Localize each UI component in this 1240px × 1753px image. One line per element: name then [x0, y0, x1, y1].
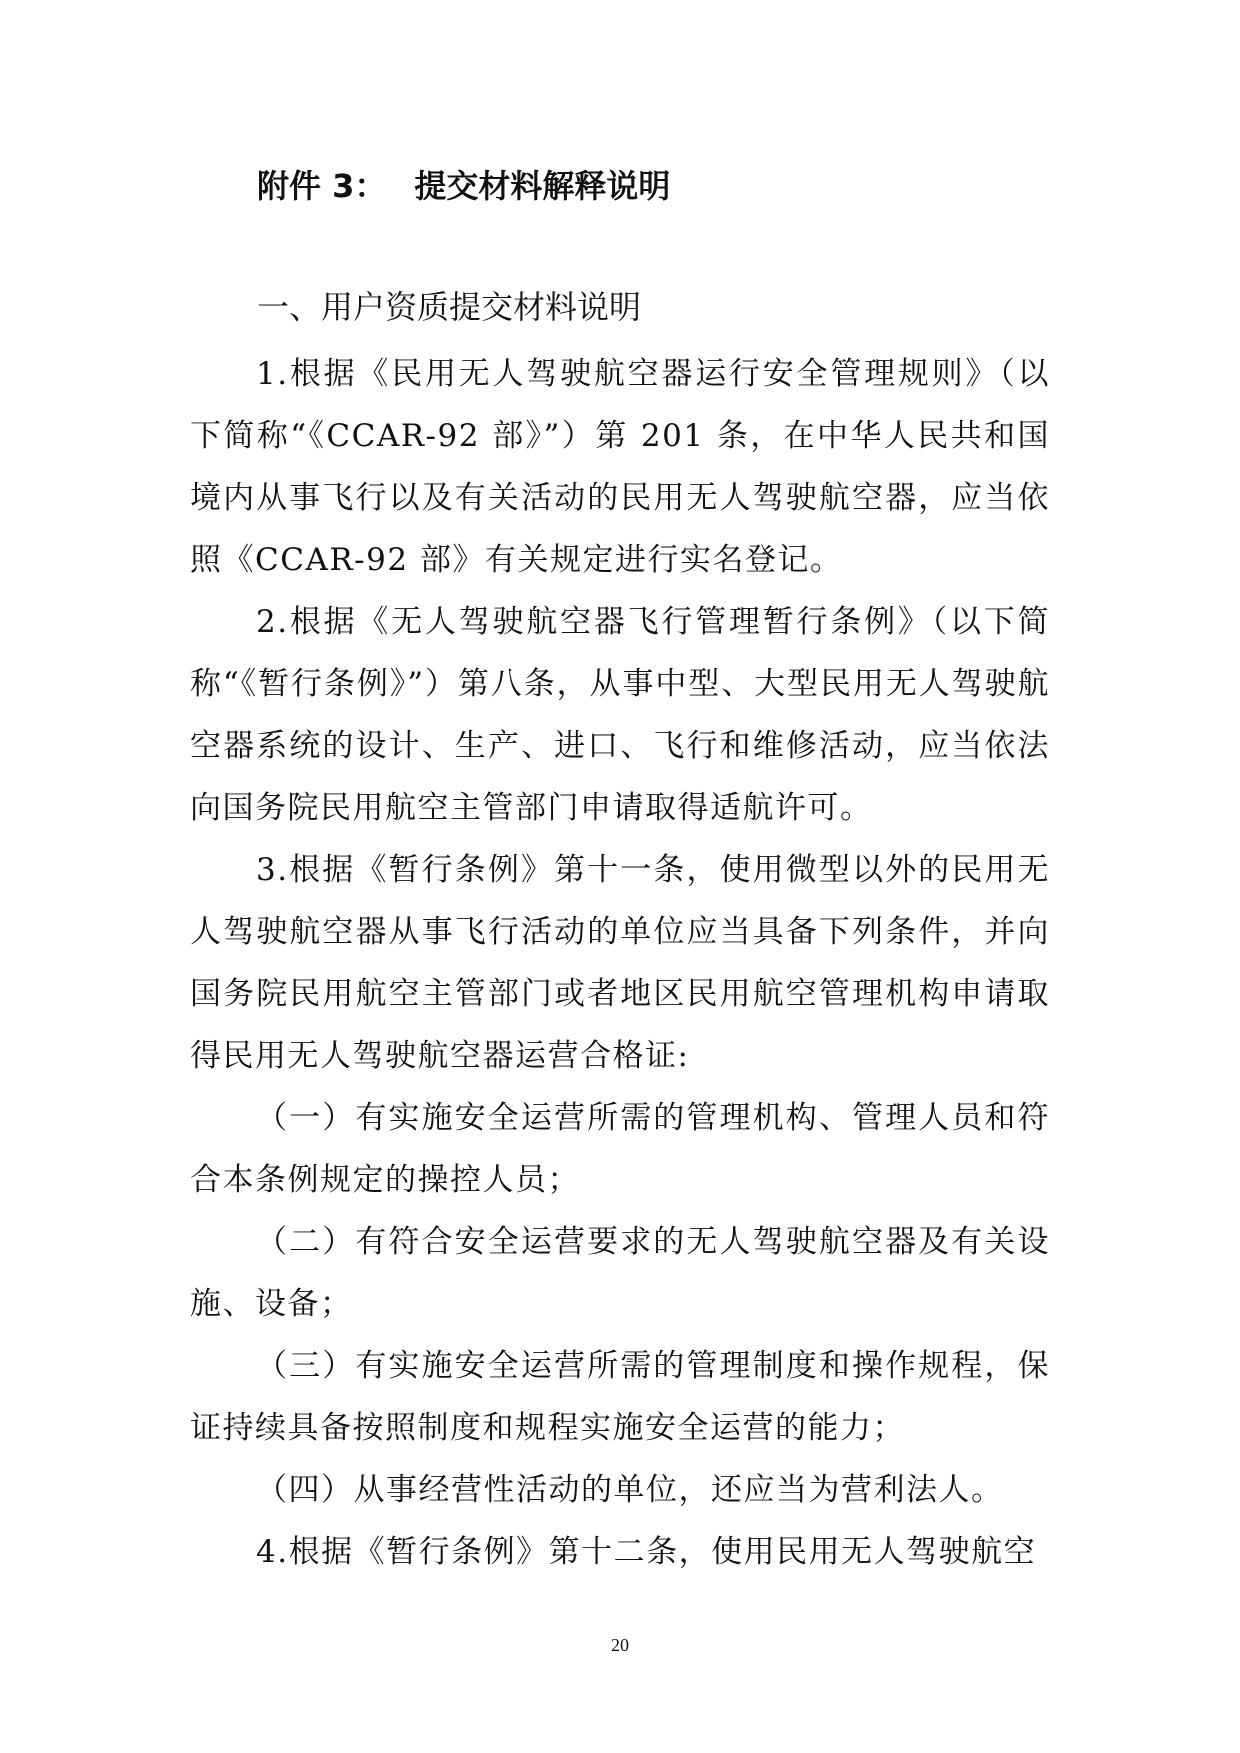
page-number: 20 — [611, 1635, 629, 1655]
paragraph-2: 2.根据《无人驾驶航空器飞行管理暂行条例》（以下简称“《暂行条例》”）第八条，从事中型、大型民用无人驾驶航空器系统的设计、生产、进口、飞行和维修活动，应当依法向国务院民用航空主管部门申请取得适航许可。 — [190, 604, 1050, 826]
condition-item-1: （一）有实施安全运营所需的管理机构、管理人员和符合本条例规定的操控人员； — [190, 1100, 1050, 1198]
paragraph-3: 3.根据《暂行条例》第十一条，使用微型以外的民用无人驾驶航空器从事飞行活动的单位应当具备下列条件，并向国务院民用航空主管部门或者地区民用航空管理机构申请取得民用无人驾驶航空器运营合格证: — [190, 852, 1050, 1074]
paragraph-4: 4.根据《暂行条例》第十二条，使用民用无人驾驶航空 — [256, 1534, 1037, 1570]
paragraph-1: 1.根据《民用无人驾驶航空器运行安全管理规则》（以下简称“《CCAR-92 部》”）第 201 条，在中华人民共和国境内从事飞行以及有关活动的民用无人驾驶航空器，应当依照《CCAR-92 部》有关规定进行实名登记。 — [190, 356, 1050, 578]
body-text — [190, 343, 1050, 1583]
condition-item-2: （二）有符合安全运营要求的无人驾驶航空器及有关设施、设备； — [190, 1224, 1050, 1322]
attachment-label: 附件 3： — [257, 167, 387, 205]
attachment-title-text: 提交材料解释说明 — [414, 167, 671, 205]
condition-item-3: （三）有实施安全运营所需的管理制度和操作规程，保证持续具备按照制度和规程实施安全运营的能力； — [190, 1348, 1050, 1446]
section-heading: 一、用户资质提交材料说明 — [257, 288, 642, 326]
condition-item-4: （四）从事经营性活动的单位，还应当为营利法人。 — [256, 1472, 1004, 1508]
attachment-title — [257, 162, 670, 210]
